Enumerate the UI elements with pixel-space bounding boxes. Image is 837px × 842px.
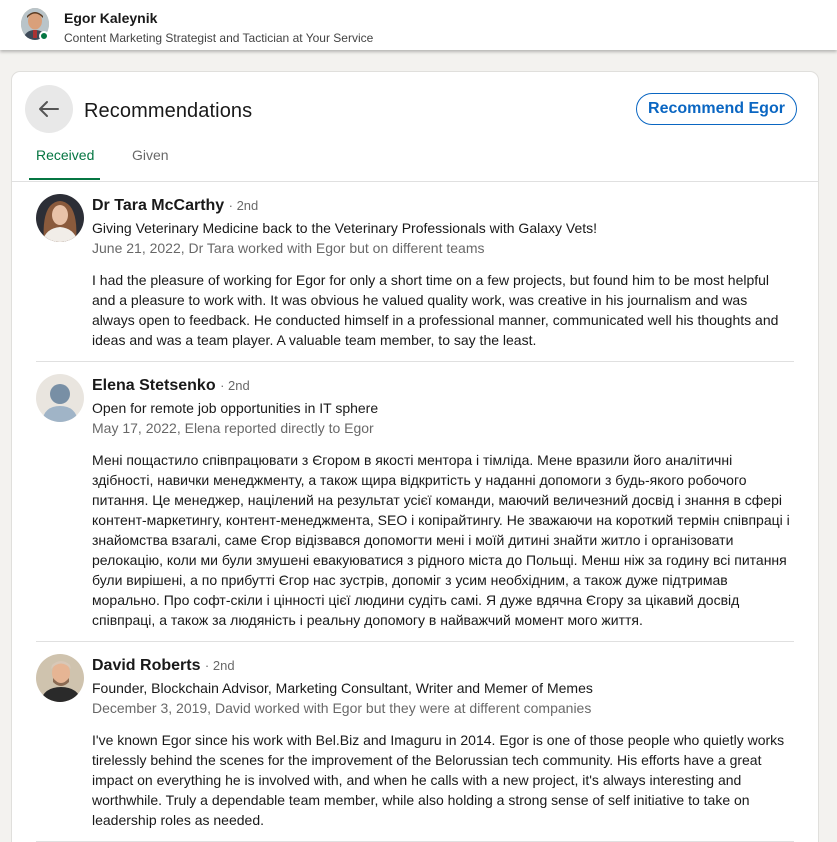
connection-degree: · 2nd	[220, 378, 250, 393]
page-title: Recommendations	[84, 100, 253, 122]
recommender-headline: Giving Veterinary Medicine back to the Veterinary Professionals with Galaxy Vets!	[92, 220, 598, 236]
back-button[interactable]	[25, 85, 73, 133]
recommendation-item	[36, 654, 794, 842]
recommend-button[interactable]: Recommend Egor	[636, 93, 797, 125]
recommender-avatar[interactable]	[36, 194, 84, 242]
active-tab-indicator	[29, 178, 100, 180]
recommender-headline: Founder, Blockchain Advisor, Marketing Consultant, Writer and Memer of Memes	[92, 680, 593, 696]
recommendation-meta: May 17, 2022, Elena reported directly to Egor	[92, 420, 374, 436]
recommender-avatar[interactable]	[36, 654, 84, 702]
recommendations-card	[12, 72, 818, 842]
recommender-avatar[interactable]	[36, 374, 84, 422]
recommender-name[interactable]	[92, 377, 250, 395]
tab-received[interactable]: Received	[36, 147, 95, 163]
recommendation-meta: December 3, 2019, David worked with Egor but they were at different companies	[92, 700, 592, 716]
tabs-divider	[12, 181, 818, 182]
recommendation-text: Мені пощастило співпрацювати з Єгором в якості ментора і тімліда. Мене вразили його аналітичні здібності, навички менеджменту, а також щира відкритість у наданні допомоги з будь-якого робочого питання. Це менеджер, націлений на результат усієї команди, маючий величезний досвід і знання в сфері контент-маркетингу, контент-менеджмента, SEO і копірайтингу. Не зважаючи на короткий термін співпраці і знайомства взагалі, саме Єгор відізвався допомогти мені і моїй дитині знайти житло і організовати релокацію, коли ми були змушені евакуюватися з рідного міста до Польщі. Менш ніж за годину всі питання були вирішені, а по прибутті Єгор нас зустрів, допоміг з усим необхідним, а також дуже підтримав морально. Про софт-скіли і цінності цієї людини судіть самі. Я дуже вдячна Єгору за цікавий досвід співпраці, а також за людяність і реальну допомогу в найважчий момент мого життя.	[92, 452, 790, 628]
connection-degree: · 2nd	[204, 658, 235, 673]
recommendation-meta: June 21, 2022, Dr Tara worked with Egor but on different teams	[92, 240, 485, 256]
recommender-name[interactable]	[92, 197, 258, 215]
recommendation-text: I've known Egor since his work with Bel.Biz and Imaguru in 2014. Egor is one of those people who quietly works tirelessly behind the scenes for the improvement of the Belorussian tech community. His efforts have a great impact on everything he is involved with, and when he calls with a new project, it's always interesting and worthwhile. Truly a dependable team member, while also holding a strong sense of self initiative to take on leadership roles as needed.	[92, 732, 785, 828]
profile-headline: Content Marketing Strategist and Tactician at Your Service	[64, 31, 374, 45]
arrow-left-icon	[37, 97, 61, 121]
connection-degree: · 2nd	[228, 198, 259, 213]
divider	[36, 641, 794, 642]
recommendation-text: I had the pleasure of working for Egor for only a short time on a few projects, but found him to be most helpful and a pleasure to work with. It was obvious he valued quality work, was creative in his journalism and was always open to feedback. He conducted himself in a professional manner, communicated well his thoughts and ideas and was a team player. A valuable team member, to say the least.	[92, 272, 779, 348]
profile-name[interactable]: Egor Kaleynik	[64, 10, 158, 26]
recommender-headline: Open for remote job opportunities in IT sphere	[92, 400, 379, 416]
divider	[36, 361, 794, 362]
recommender-name[interactable]	[92, 657, 235, 675]
online-status-icon	[39, 31, 49, 41]
tab-given[interactable]: Given	[132, 147, 169, 163]
recommendation-item	[36, 374, 794, 644]
profile-sticky-header	[0, 0, 837, 50]
recommender-name-text: David Roberts	[92, 657, 201, 674]
recommender-name-text: Dr Tara McCarthy	[92, 197, 225, 214]
recommender-name-text: Elena Stetsenko	[92, 377, 216, 394]
recommendation-item	[36, 194, 794, 364]
